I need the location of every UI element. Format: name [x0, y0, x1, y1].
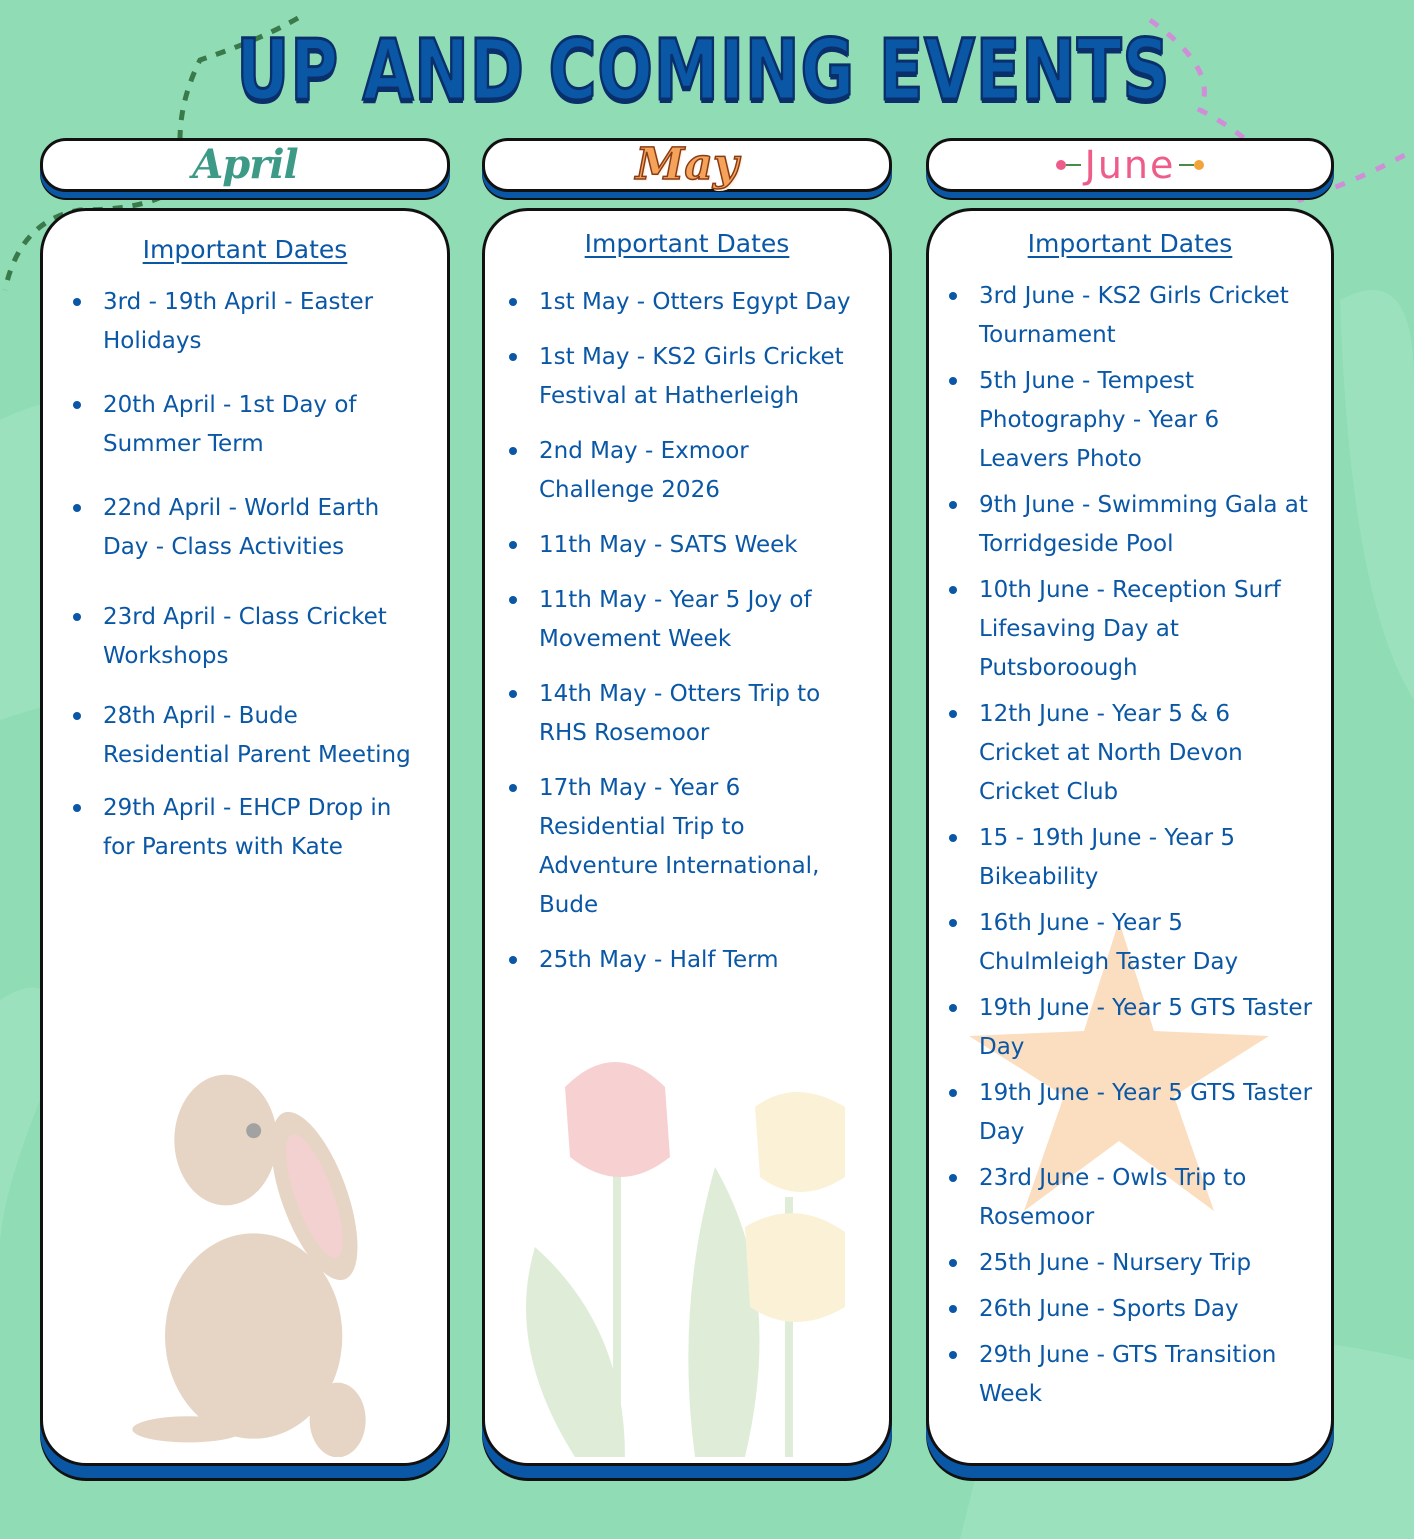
event-item: 16th June - Year 5 Chulmleigh Taster Day	[926, 904, 1314, 982]
event-item: 25th May - Half Term	[482, 941, 869, 980]
event-item: 15 - 19th June - Year 5 Bikeability	[926, 819, 1314, 897]
event-item: 26th June - Sports Day	[926, 1290, 1314, 1329]
event-item: 9th June - Swimming Gala at Torridgeside Pool	[926, 486, 1314, 564]
event-item: 20th April - 1st Day of Summer Term	[43, 386, 413, 464]
month-label-april: April	[192, 141, 298, 188]
month-header-june	[926, 138, 1334, 192]
important-dates-heading: Important Dates	[584, 229, 790, 258]
event-item: 5th June - Tempest Photography - Year 6 Leavers Photo	[926, 362, 1314, 479]
event-item: 19th June - Year 5 GTS Taster Day	[926, 989, 1314, 1067]
april-event-list	[43, 283, 413, 867]
event-item: 28th April - Bude Residential Parent Meeting	[43, 697, 413, 775]
month-label-june: June	[1084, 143, 1176, 187]
event-item: 2nd May - Exmoor Challenge 2026	[482, 432, 869, 510]
event-item: 12th June - Year 5 & 6 Cricket at North Devon Cricket Club	[926, 695, 1314, 812]
june-event-list	[926, 277, 1314, 1414]
event-item: 23rd April - Class Cricket Workshops	[43, 598, 413, 676]
event-item: 3rd June - KS2 Girls Cricket Tournament	[926, 277, 1314, 355]
flower-sprig-icon	[1051, 155, 1081, 175]
event-item: 1st May - Otters Egypt Day	[482, 283, 869, 322]
event-item: 3rd - 19th April - Easter Holidays	[43, 283, 413, 361]
month-header-april	[40, 138, 450, 192]
page-title: UP AND COMING EVENTS	[236, 21, 1171, 119]
important-dates-heading: Important Dates	[142, 235, 348, 264]
event-item: 23rd June - Owls Trip to Rosemoor	[926, 1159, 1314, 1237]
month-header-may	[482, 138, 892, 192]
flower-sprig-icon	[1179, 155, 1209, 175]
event-item: 19th June - Year 5 GTS Taster Day	[926, 1074, 1314, 1152]
event-item: 14th May - Otters Trip to RHS Rosemoor	[482, 675, 869, 753]
event-item: 1st May - KS2 Girls Cricket Festival at Hatherleigh	[482, 338, 869, 416]
important-dates-heading: Important Dates	[1027, 229, 1233, 258]
event-item: 29th June - GTS Transition Week	[926, 1336, 1314, 1414]
event-item: 11th May - SATS Week	[482, 526, 869, 565]
event-item: 22nd April - World Earth Day - Class Activities	[43, 489, 413, 567]
may-event-list	[482, 283, 869, 980]
may-card	[482, 208, 892, 1466]
rabbit-icon	[123, 1047, 403, 1457]
event-item: 29th April - EHCP Drop in for Parents with Kate	[43, 789, 413, 867]
event-item: 10th June - Reception Surf Lifesaving Day at Putsboroough	[926, 571, 1314, 688]
tulip-icon	[495, 1047, 875, 1457]
april-card	[40, 208, 450, 1466]
june-card	[926, 208, 1334, 1466]
event-item: 11th May - Year 5 Joy of Movement Week	[482, 581, 869, 659]
month-label-may: May	[635, 139, 739, 190]
event-item: 25th June - Nursery Trip	[926, 1244, 1314, 1283]
event-item: 17th May - Year 6 Residential Trip to Adventure International, Bude	[482, 769, 869, 925]
